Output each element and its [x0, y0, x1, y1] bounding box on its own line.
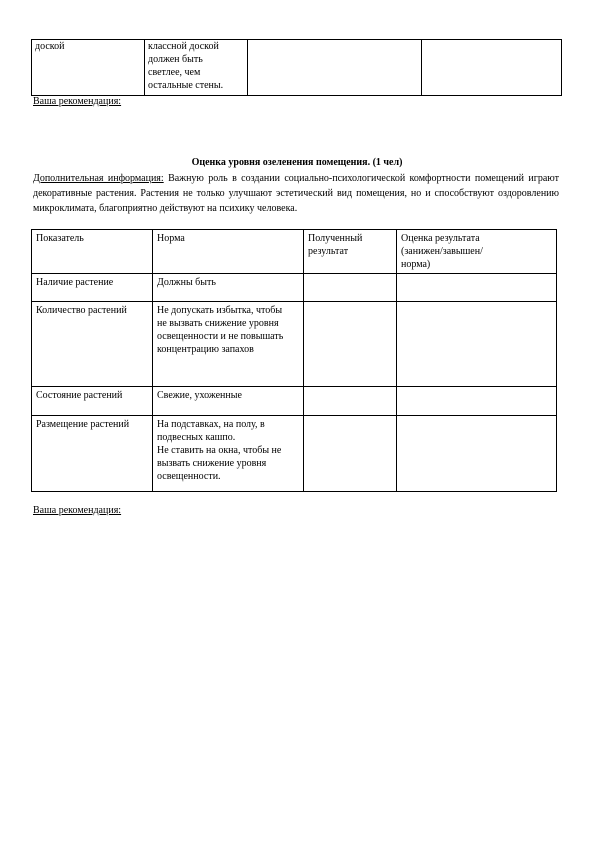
result-cell[interactable] — [304, 302, 397, 387]
table-row — [32, 274, 557, 302]
result-cell[interactable] — [304, 387, 397, 416]
table-cell — [248, 40, 422, 96]
indicator-cell: Наличие растение — [32, 274, 153, 302]
table-row — [32, 302, 557, 387]
indicator-cell: Состояние растений — [32, 387, 153, 416]
intro-lead: Дополнительная информация: — [33, 173, 164, 184]
recommendation-label: Ваша рекомендация: — [33, 505, 122, 516]
header-evaluation: Оценка результата (занижен/завышен/ норма) — [397, 230, 557, 274]
indicator-cell: Количество растений — [32, 302, 153, 387]
table-cell: доской — [32, 40, 145, 96]
table-row — [32, 387, 557, 416]
header-result: Полученный результат — [304, 230, 397, 274]
header-indicator: Показатель — [32, 230, 153, 274]
result-cell[interactable] — [304, 416, 397, 492]
intro-paragraph — [33, 171, 559, 216]
header-norm: Норма — [153, 230, 304, 274]
recommendation-label: Ваша рекомендация: — [33, 96, 122, 107]
section-title: Оценка уровня озеленения помещения. (1 чел) — [191, 157, 403, 168]
norm-cell: На подставках, на полу, в подвесных кашпо. Не ставить на окна, чтобы не вызвать снижение уровня освещенности. — [153, 416, 304, 492]
greening-table — [31, 229, 557, 492]
table-row — [32, 40, 562, 96]
result-cell[interactable] — [304, 274, 397, 302]
norm-cell: Свежие, ухоженные — [153, 387, 304, 416]
evaluation-cell[interactable] — [397, 416, 557, 492]
table-header-row — [32, 230, 557, 274]
indicator-cell: Размещение растений — [32, 416, 153, 492]
top-table-fragment — [31, 39, 562, 96]
intro-text: Важную роль в создании социально-психологической комфортности помещений играют декоративные растения. Растения не только улучшают эстетический вид помещения, но и способствуют оздоровлению микроклимата, благоприятно действуют на психику человека. — [33, 173, 560, 214]
evaluation-cell[interactable] — [397, 302, 557, 387]
table-cell: классной доской должен быть светлее, чем остальные стены. — [145, 40, 248, 96]
table-cell — [422, 40, 562, 96]
evaluation-cell[interactable] — [397, 387, 557, 416]
norm-cell: Не допускать избытка, чтобы не вызвать снижение уровня освещенности и не повышать концентрацию запахов — [153, 302, 304, 387]
evaluation-cell[interactable] — [397, 274, 557, 302]
table-row — [32, 416, 557, 492]
norm-cell: Должны быть — [153, 274, 304, 302]
